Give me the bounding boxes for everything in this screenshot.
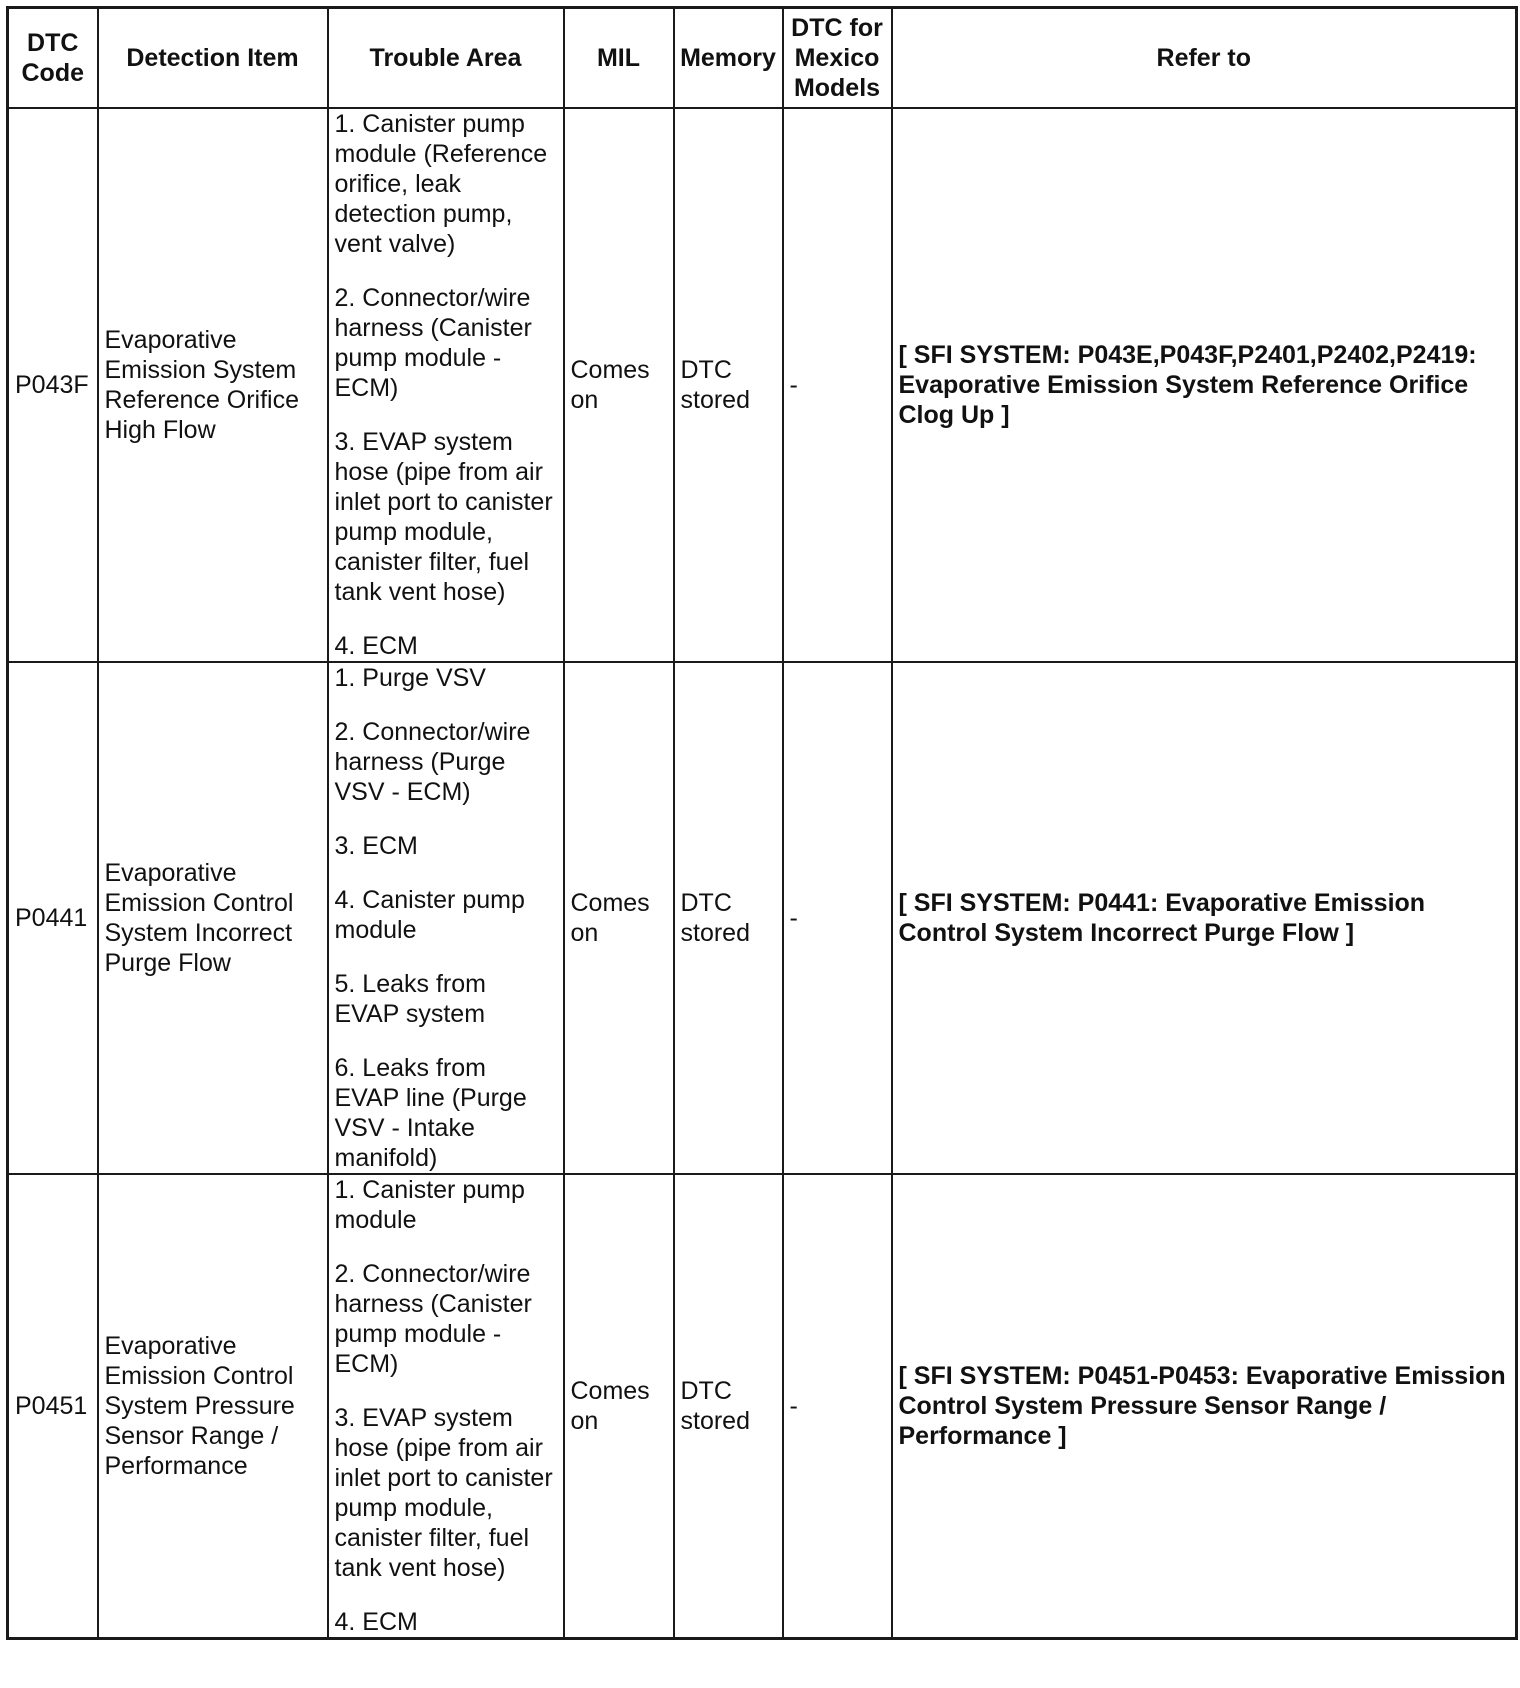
trouble-area-item: 1. Purge VSV [334, 664, 486, 692]
header-detection-item: Detection Item [98, 8, 328, 109]
trouble-area-item: 3. ECM [334, 832, 418, 860]
refer-to-link[interactable]: [ SFI SYSTEM: P0451-P0453: Evaporative Emission Control System Pressure Sensor Range / Performance ] [892, 1174, 1517, 1639]
trouble-area-item: 6. Leaks from EVAP line (Purge VSV - Intake manifold) [334, 1054, 527, 1172]
detection-item: Evaporative Emission System Reference Orifice High Flow [98, 108, 328, 662]
trouble-area-item: 3. EVAP system hose (pipe from air inlet port to canister pump module, canister filter, fuel tank vent hose) [334, 1404, 553, 1582]
dtc-mexico: - [783, 1174, 892, 1639]
header-dtc-code: DTC Code [8, 8, 98, 109]
trouble-area [328, 1174, 564, 1639]
dtc-table [6, 6, 1518, 1640]
table-row [8, 1174, 1517, 1639]
trouble-area [328, 108, 564, 662]
dtc-code: P0441 [8, 662, 98, 1174]
memory-status: DTC stored [674, 108, 783, 662]
header-trouble-area: Trouble Area [328, 8, 564, 109]
dtc-code: P0451 [8, 1174, 98, 1639]
memory-status: DTC stored [674, 662, 783, 1174]
header-memory: Memory [674, 8, 783, 109]
trouble-area-item: 2. Connector/wire harness (Purge VSV - ECM) [334, 718, 531, 806]
dtc-mexico: - [783, 662, 892, 1174]
detection-item: Evaporative Emission Control System Pressure Sensor Range / Performance [98, 1174, 328, 1639]
dtc-mexico: - [783, 108, 892, 662]
trouble-area-item: 4. Canister pump module [334, 886, 525, 944]
mil-status: Comes on [564, 1174, 674, 1639]
memory-status: DTC stored [674, 1174, 783, 1639]
header-dtc-mexico: DTC for Mexico Models [783, 8, 892, 109]
table-row [8, 108, 1517, 662]
trouble-area-item: 4. ECM [334, 1608, 418, 1636]
trouble-area-item: 2. Connector/wire harness (Canister pump module - ECM) [334, 1260, 532, 1378]
refer-to-link[interactable]: [ SFI SYSTEM: P043E,P043F,P2401,P2402,P2419: Evaporative Emission System Reference Orifice Clog Up ] [892, 108, 1517, 662]
trouble-area-item: 3. EVAP system hose (pipe from air inlet port to canister pump module, canister filter, fuel tank vent hose) [334, 428, 553, 606]
trouble-area-item: 1. Canister pump module [334, 1176, 525, 1234]
trouble-area-item: 1. Canister pump module (Reference orifice, leak detection pump, vent valve) [334, 110, 548, 258]
refer-to-link[interactable]: [ SFI SYSTEM: P0441: Evaporative Emission Control System Incorrect Purge Flow ] [892, 662, 1517, 1174]
table-row [8, 662, 1517, 1174]
trouble-area-item: 5. Leaks from EVAP system [334, 970, 486, 1028]
trouble-area [328, 662, 564, 1174]
mil-status: Comes on [564, 108, 674, 662]
header-refer-to: Refer to [892, 8, 1517, 109]
dtc-table-container [6, 6, 1518, 1640]
header-mil: MIL [564, 8, 674, 109]
trouble-area-item: 2. Connector/wire harness (Canister pump module - ECM) [334, 284, 532, 402]
detection-item: Evaporative Emission Control System Incorrect Purge Flow [98, 662, 328, 1174]
mil-status: Comes on [564, 662, 674, 1174]
trouble-area-item: 4. ECM [334, 632, 418, 660]
dtc-code: P043F [8, 108, 98, 662]
header-row [8, 8, 1517, 109]
